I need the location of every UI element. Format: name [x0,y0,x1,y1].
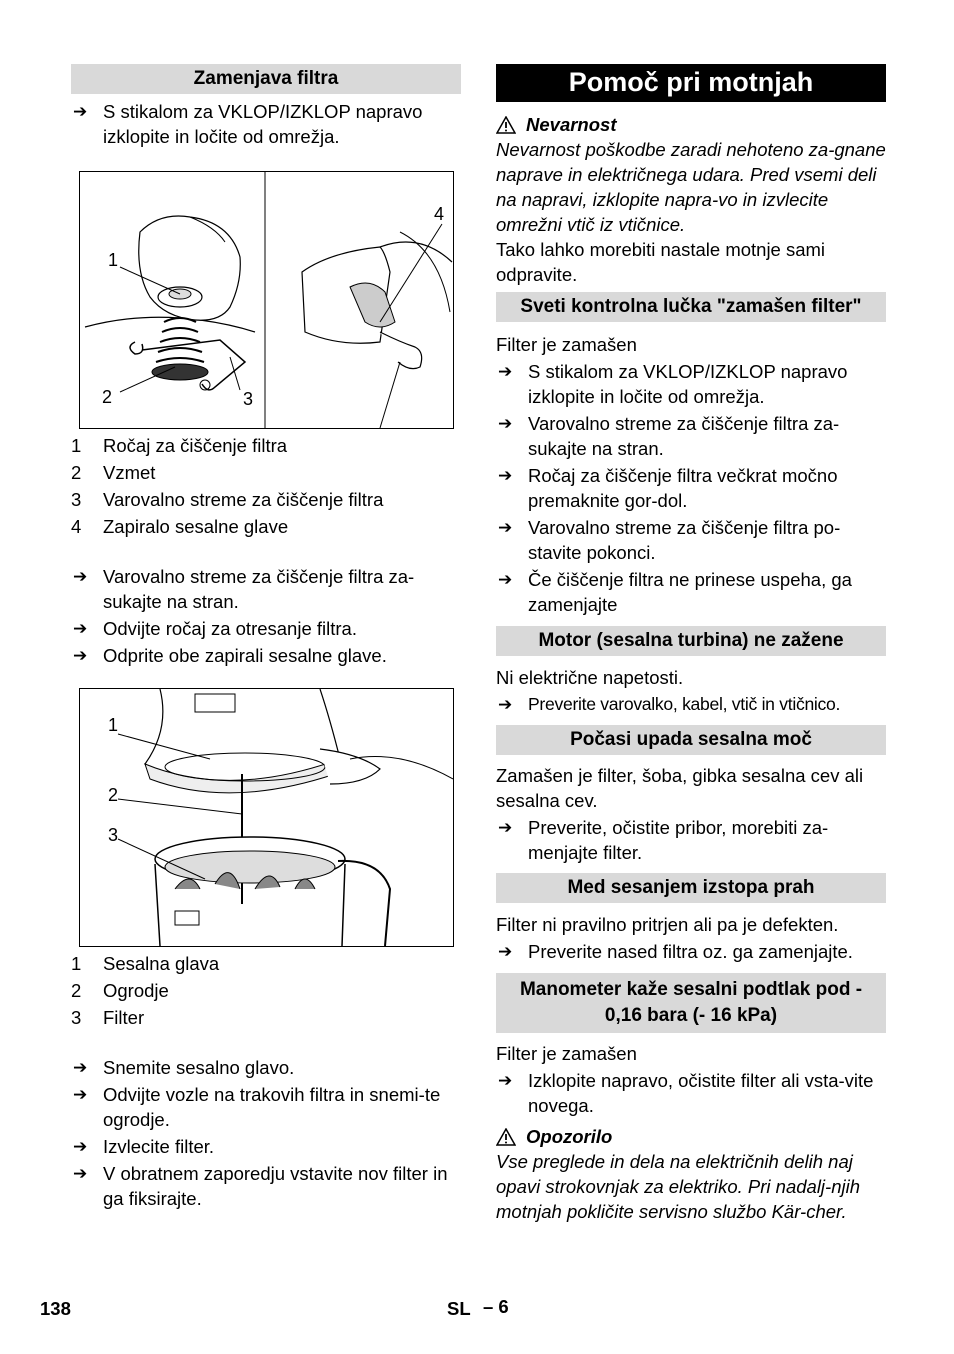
legend-item: 4 Zapiralo sesalne glave [71,516,289,537]
arrow-icon: ➔ [73,1137,88,1156]
arrow-icon: ➔ [73,619,88,638]
filter-removal-illustration [80,689,453,946]
list-item: ➔ S stikalom za VKLOP/IZKLOP napravo izklopite in ločite od omrežja. [498,361,848,407]
steps-open-head [71,564,461,668]
figure1-legend [71,433,461,539]
cause-text: Filter ni pravilno pritrjen ali pa je defekten. [496,914,839,935]
cause-text: Filter je zamašen [496,334,637,355]
warning-text: Vse preglede in dela na električnih delih naj opavi strokovnjak za elektriko. Pri nadalj-njih motnjah pokličite servisno službo Kär-cher. [496,1151,861,1222]
warning-triangle-icon [496,1128,516,1146]
figure-filter-removal [79,688,454,947]
filter-cleaning-illustration [80,172,453,428]
callout-4: 4 [434,204,445,224]
list-item: ➔ Odprite obe zapirali sesalne glave. [73,645,387,666]
legend-item: 2 Vzmet [71,462,156,483]
legend-item: 3 Varovalno streme za čiščenje filtra [71,489,384,510]
arrow-icon: ➔ [498,942,513,961]
steps-replace-filter [71,1055,461,1211]
page-title: Pomoč pri motnjah [496,64,886,102]
legend-item: 1 Sesalna glava [71,953,220,974]
list-item: ➔ Preverite, očistite pribor, morebiti za-menjajte filter. [498,817,829,863]
arrow-icon: ➔ [498,1071,513,1090]
callout-1: 1 [108,715,119,735]
arrow-icon: ➔ [73,1164,88,1183]
list-item: ➔ Če čiščenje filtra ne prinese uspeha, ga zamenjajte [498,569,852,615]
language-code: SL [447,1298,471,1319]
section-title-motor: Motor (sesalna turbina) ne zažene [496,626,886,656]
arrow-icon: ➔ [498,570,513,589]
danger-text: Nevarnost poškodbe zaradi nehoteno za-gnane naprave in električnega udara. Pred vsemi deli na napravi, izklopite napra-vo in izvlecite omrežni vtič iz vtičnice. [496,139,886,235]
list-item: ➔ Snemite sesalno glavo. [73,1057,295,1078]
section-title-dust: Med sesanjem izstopa prah [496,873,886,903]
arrow-icon: ➔ [498,695,512,714]
cause-text: Ni električne napetosti. [496,667,684,688]
left-column [71,64,461,1213]
list-item: ➔ Odvijte ročaj za otresanje filtra. [73,618,357,639]
arrow-icon: ➔ [498,518,513,537]
section-title-manometer: Manometer kaže sesalni podtlak pod - 0,16 bara (- 16 kPa) [496,973,886,1033]
arrow-icon: ➔ [498,466,513,485]
section-page-number: – 6 [483,1296,509,1317]
arrow-icon: ➔ [498,362,513,381]
section-title-suction-power: Počasi upada sesalna moč [496,725,886,755]
warning-triangle-icon [496,116,516,134]
arrow-icon: ➔ [73,102,88,121]
list-item: ➔ Ročaj za čiščenje filtra večkrat močno premaknite gor-dol. [498,465,838,511]
list-item: ➔ Preverite nased filtra oz. ga zamenjajte. [498,941,853,962]
arrow-icon: ➔ [73,646,88,665]
callout-1: 1 [108,250,119,270]
cause-text: Filter je zamašen [496,1043,637,1064]
figure-filter-cleaning [79,171,454,429]
legend-item: 2 Ogrodje [71,980,169,1001]
list-item: ➔ Varovalno streme za čiščenje filtra po-stavite pokonci. [498,517,841,563]
callout-3: 3 [243,389,254,409]
arrow-icon: ➔ [73,1085,88,1104]
danger-heading: Nevarnost [496,112,886,137]
cause-text: Zamašen je filter, šoba, gibka sesalna cev ali sesalna cev. [496,765,864,811]
list-item: ➔ V obratnem zaporedju vstavite nov filter in ga fiksirajte. [73,1163,448,1209]
callout-2: 2 [108,785,119,805]
section-title-filter-replacement: Zamenjava filtra [71,64,461,94]
step-power-off: ➔ S stikalom za VKLOP/IZKLOP napravo izklopite in ločite od omrežja. [73,101,423,147]
list-item: ➔ Varovalno streme za čiščenje filtra za-sukajte na stran. [498,413,840,459]
list-item: ➔ Izvlecite filter. [73,1136,215,1157]
intro-text: Tako lahko morebiti nastale motnje sami odpravite. [496,239,826,285]
list-item: ➔ Odvijte vozle na trakovih filtra in snemi-te ogrodje. [73,1084,441,1130]
arrow-icon: ➔ [498,818,513,837]
callout-2: 2 [102,387,113,407]
arrow-icon: ➔ [498,414,513,433]
page-number: 138 [40,1298,71,1319]
list-item: ➔ Preverite varovalko, kabel, vtič in vtičnico. [496,692,886,717]
legend-item: 1 Ročaj za čiščenje filtra [71,435,288,456]
section-title-filter-lamp: Sveti kontrolna lučka "zamašen filter" [496,292,886,322]
legend-item: 3 Filter [71,1007,145,1028]
right-column [496,64,886,1224]
arrow-icon: ➔ [73,1058,88,1077]
figure2-legend [71,951,461,1030]
list-item: ➔ Varovalno streme za čiščenje filtra za-sukajte na stran. [73,566,415,612]
callout-3: 3 [108,825,119,845]
arrow-icon: ➔ [73,567,88,586]
warning-heading: Opozorilo [496,1124,886,1149]
list-item: ➔ Izklopite napravo, očistite filter ali vsta-vite novega. [498,1070,874,1116]
